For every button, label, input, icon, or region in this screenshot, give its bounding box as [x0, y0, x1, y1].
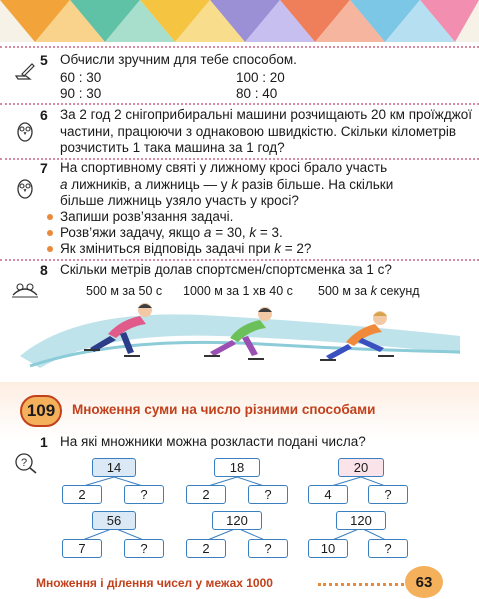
- bullet-part: = 3.: [256, 225, 283, 240]
- footer-section-title: Множення і ділення чисел у межах 1000: [36, 576, 273, 590]
- bullet-part: = 30,: [211, 225, 250, 240]
- factor-box: ?: [124, 485, 164, 504]
- speed-part: 500 м за: [318, 284, 371, 298]
- task-number: 6: [40, 107, 48, 123]
- expression: 80 : 40: [236, 86, 278, 101]
- factor-box: ?: [248, 539, 288, 558]
- task-number: 8: [40, 262, 48, 278]
- factor-box: ?: [248, 485, 288, 504]
- task-number: 5: [40, 52, 48, 68]
- speed-label: 1000 м за 1 хв 40 с: [183, 284, 293, 298]
- factor-box: 7: [62, 539, 102, 558]
- factor-box: ?: [368, 485, 408, 504]
- task-line-part: разів більше. На скільки: [238, 176, 394, 192]
- speed-label: 500 м за 50 с: [86, 284, 163, 298]
- factor-tree-top: 56: [92, 511, 136, 530]
- factor-tree-top: 20: [338, 458, 384, 477]
- footer-dots: [318, 583, 404, 586]
- page-number: 63: [405, 566, 443, 598]
- task-text: Скільки метрів долав спортсмен/спортсменка за 1 с?: [60, 262, 392, 277]
- factor-box: 4: [308, 485, 348, 504]
- expression: 100 : 20: [236, 70, 285, 85]
- factor-box: ?: [124, 539, 164, 558]
- factor-tree-top: 120: [212, 511, 262, 530]
- variable-k: k: [231, 176, 239, 192]
- speed-part: секунд: [376, 284, 420, 298]
- factor-box: ?: [368, 539, 408, 558]
- variable-k: k: [274, 241, 282, 256]
- lesson-number: 109: [20, 395, 62, 427]
- task-number: 7: [40, 160, 48, 176]
- variable-k: k: [370, 284, 377, 298]
- task-line-part: лижників, а лижниць — у: [67, 176, 232, 192]
- task-text: На які множники можна розкласти подані числа?: [60, 434, 366, 449]
- task-text: Обчисли зручним для тебе способом.: [60, 52, 297, 67]
- expression: 60 : 30: [60, 70, 102, 85]
- factor-box: 2: [186, 485, 226, 504]
- bullet-part: Як зміниться відповідь задачі при: [60, 241, 275, 256]
- svg-text:?: ?: [20, 457, 28, 469]
- task-text: За 2 год 2 снігоприбиральні машини розчищають 20 км проїжджої частини, працюючи з однаковою швидкістю. Скільки кілометрів розчистить 1 така машина за 1 год?: [60, 107, 472, 155]
- task-line: На спортивному святі у лижному кросі брало участь: [60, 160, 388, 175]
- bullet-part: = 2?: [281, 241, 312, 256]
- factor-box: 10: [308, 539, 348, 558]
- factor-tree-top: 14: [92, 458, 136, 477]
- factor-box: 2: [62, 485, 102, 504]
- bullet-part: Розв’яжи задачу, якщо: [60, 225, 204, 240]
- factor-tree-top: 120: [336, 511, 386, 530]
- variable-a: a: [203, 225, 212, 240]
- factor-box: 2: [186, 539, 226, 558]
- task-number: 1: [40, 434, 48, 450]
- lesson-title: Множення суми на число різними способами: [72, 402, 376, 417]
- bullet-text: Запиши розв’язання задачі.: [60, 209, 234, 224]
- factor-tree-top: 18: [214, 458, 260, 477]
- task-line: більше лижниць узяло участь у кросі?: [60, 193, 299, 208]
- expression: 90 : 30: [60, 86, 102, 101]
- variable-k: k: [249, 225, 257, 240]
- variable-a: a: [60, 176, 68, 192]
